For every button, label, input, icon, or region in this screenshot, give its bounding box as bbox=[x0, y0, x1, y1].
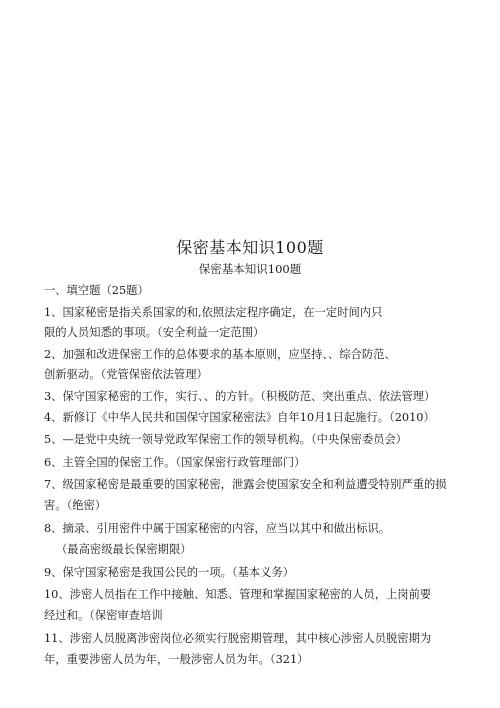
text-line: （最高密级最长保密期限） bbox=[56, 543, 192, 556]
text-line: 限的人员知悉的事项。（安全利益一定范围） bbox=[44, 326, 265, 339]
text-line: 8、摘录、引用密件中属于国家秘密的内容，应当以其中和做出标识。 bbox=[44, 522, 391, 535]
text-line: 9、保守国家秘密是我国公民的一项。（基本义务） bbox=[44, 566, 295, 579]
text-line: 1、国家秘密是指关系国家的和,依照法定程序确定，在一定时间内只 bbox=[44, 306, 383, 319]
text-line: 害。（绝密） bbox=[44, 499, 107, 512]
text-line: 年，重要涉密人员为年，一般涉密人员为年。（321） bbox=[44, 653, 309, 666]
text-line: 经过和。（保密审查培训 bbox=[44, 609, 163, 622]
text-line: 5、—是党中央统一领导党政军保密工作的领导机构。（中央保密委员会） bbox=[44, 433, 408, 446]
text-line: 创新驱动。（党管保密依法管理） bbox=[44, 368, 208, 381]
section-heading: 一、填空题（25题） bbox=[44, 284, 149, 297]
text-line: 10、涉密人员指在工作中接触、知悉、管理和掌握国家秘密的人员，上岗前要 bbox=[44, 588, 432, 601]
text-line: 6、主管全国的保密工作。（国家保密行政管理部门） bbox=[44, 456, 306, 469]
text-line: 4、新修订《中华人民共和国保守国家秘密法》自年10月1日起施行。（2010） bbox=[44, 411, 435, 424]
text-line: 11、涉密人员脱离涉密岗位必须实行脱密期管理，其中核心涉密人员脱密期为 bbox=[44, 632, 432, 645]
text-line: 7、级国家秘密是最重要的国家秘密，泄露会使国家安全和利益遭受特别严重的损 bbox=[44, 478, 447, 491]
text-line: 3、保守国家秘密的工作，实行、、的方针。（积极防范、突出重点、依法管理） bbox=[44, 390, 436, 403]
document-title: 保密基本知识100题 bbox=[176, 238, 324, 257]
document-subtitle: 保密基本知识100题 bbox=[198, 262, 302, 276]
text-line: 2、加强和改进保密工作的总体要求的基本原则，应坚持、、综合防范、 bbox=[44, 348, 396, 361]
